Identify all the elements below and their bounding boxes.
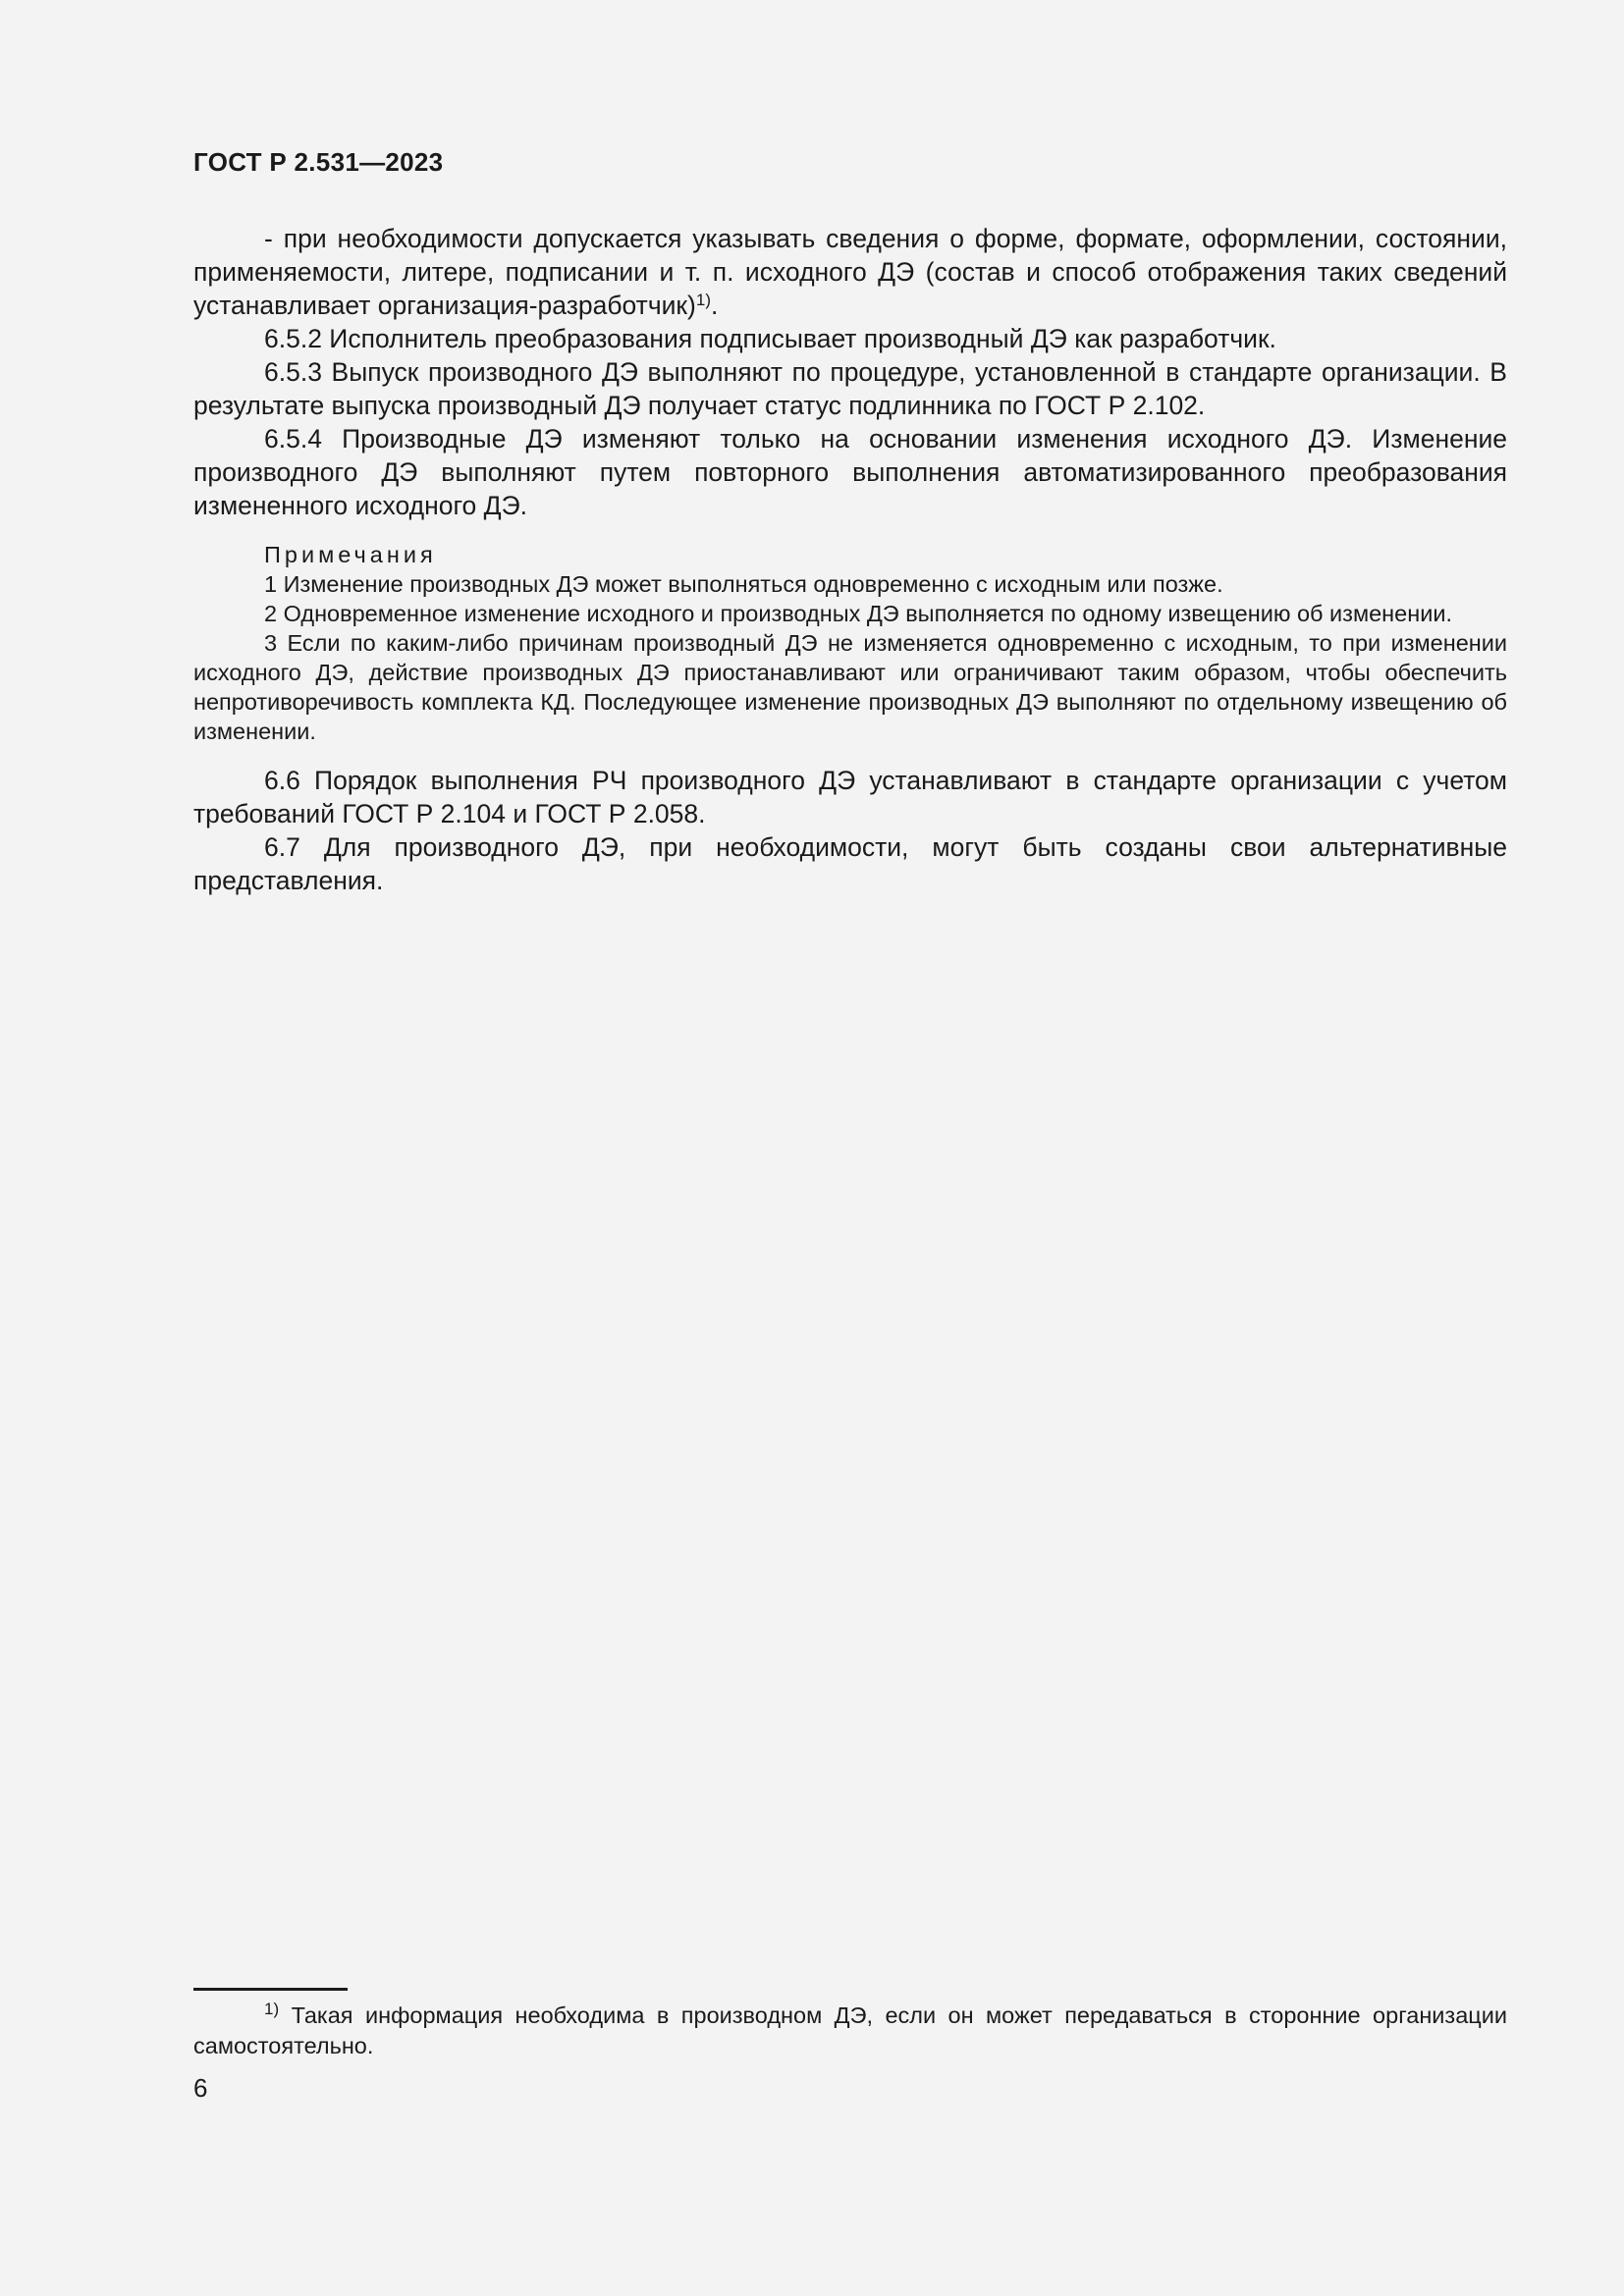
- footnote-text: Такая информация необходима в производном ДЭ, если он может передаваться в сторонние организации самостоятельно.: [193, 2002, 1507, 2058]
- note-item-3: 3 Если по каким-либо причинам производный ДЭ не изменяется одновременно с исходным, то при изменении исходного ДЭ, действие производных ДЭ приостанавливают или ограничивают таким образом, чтобы обеспечить непротиворечивость комплекта КД. Последующее изменение производных ДЭ выполняют по отдельному извещению об изменении.: [193, 630, 1507, 744]
- note-item-2: 2 Одновременное изменение исходного и производных ДЭ выполняется по одному извещению об изменении.: [264, 601, 1452, 626]
- paragraph-6-6: 6.6 Порядок выполнения РЧ производного ДЭ устанавливают в стандарте организации с учетом требований ГОСТ Р 2.104 и ГОСТ Р 2.058.: [193, 766, 1507, 828]
- spacer: [193, 522, 1507, 540]
- notes-title: Примечания: [264, 542, 437, 567]
- page-number: 6: [193, 2073, 208, 2103]
- note-item-1: 1 Изменение производных ДЭ может выполняться одновременно с исходным или позже.: [264, 571, 1223, 597]
- paragraph-6-5-2: 6.5.2 Исполнитель преобразования подписывает производный ДЭ как разработчик.: [264, 324, 1276, 353]
- notes-block: [193, 540, 1507, 746]
- paragraph-dash-text: - при необходимости допускается указывать сведения о форме, формате, оформлении, состоянии, применяемости, литере, подписании и т. п. исходного ДЭ (состав и способ отображения таких сведений устанавливает организация-разработчик): [193, 224, 1507, 320]
- paragraph-6-5-3: 6.5.3 Выпуск производного ДЭ выполняют по процедуре, установленной в стандарте организации. В результате выпуска производный ДЭ получает статус подлинника по ГОСТ Р 2.102.: [193, 357, 1507, 420]
- paragraph-dash-end: .: [710, 291, 719, 320]
- footnote-divider: [193, 1988, 348, 1991]
- paragraph-6-7: 6.7 Для производного ДЭ, при необходимости, могут быть созданы свои альтернативные представления.: [193, 832, 1507, 895]
- paragraph-6-5-4: 6.5.4 Производные ДЭ изменяют только на основании изменения исходного ДЭ. Изменение производного ДЭ выполняют путем повторного выполнения автоматизированного преобразования измененного исходного ДЭ.: [193, 424, 1507, 520]
- main-text: [193, 222, 1507, 897]
- footnote: [193, 2001, 1507, 2061]
- document-header: ГОСТ Р 2.531—2023: [193, 147, 444, 177]
- footnote-marker: 1): [264, 2000, 280, 2018]
- spacer: [193, 746, 1507, 764]
- paragraph-dash-item: [193, 222, 1507, 322]
- footnote-reference[interactable]: 1): [695, 291, 711, 309]
